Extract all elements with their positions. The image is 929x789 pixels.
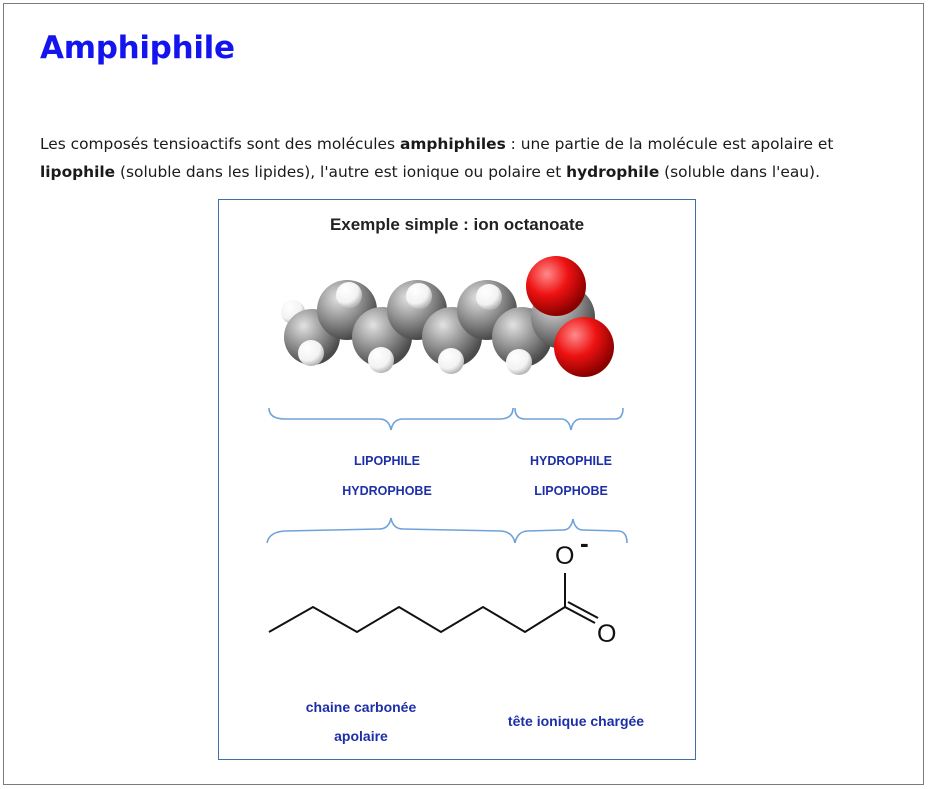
upper-braces — [269, 408, 623, 430]
para-text-4: (soluble dans l'eau). — [659, 163, 820, 181]
term-amphiphiles: amphiphiles — [399, 135, 506, 153]
label-tete-ionique: tête ionique chargée — [507, 713, 645, 729]
label-apolaire: apolaire — [334, 728, 388, 744]
term-hydrophile: hydrophile — [566, 163, 660, 181]
atom-oxygen-right: O — [597, 620, 617, 648]
page-title: Amphiphile — [40, 30, 235, 66]
term-lipophile: lipophile — [40, 163, 116, 181]
figure-title: Exemple simple : ion octanoate — [329, 215, 585, 234]
lower-braces — [267, 518, 627, 543]
intro-paragraph — [40, 130, 900, 186]
label-lipophile: LIPOPHILE — [354, 454, 420, 468]
para-text-1: Les composés tensioactifs sont des molécules — [40, 135, 400, 153]
space-filling-model — [281, 256, 614, 377]
label-chaine-carbonee: chaine carbonée — [305, 699, 417, 715]
atom-oxygen-top: O — [555, 542, 575, 570]
label-lipophobe: LIPOPHOBE — [534, 484, 608, 498]
figure-drawing — [219, 200, 697, 761]
skeletal-formula — [269, 573, 598, 632]
negative-charge: - — [580, 528, 589, 558]
octanoate-figure — [218, 199, 696, 760]
document-page — [3, 3, 924, 785]
label-hydrophile: HYDROPHILE — [530, 454, 612, 468]
para-text-3: (soluble dans les lipides), l'autre est ionique ou polaire et — [115, 163, 567, 181]
label-hydrophobe: HYDROPHOBE — [342, 484, 432, 498]
para-text-2: : une partie de la molécule est apolaire et — [505, 135, 834, 153]
